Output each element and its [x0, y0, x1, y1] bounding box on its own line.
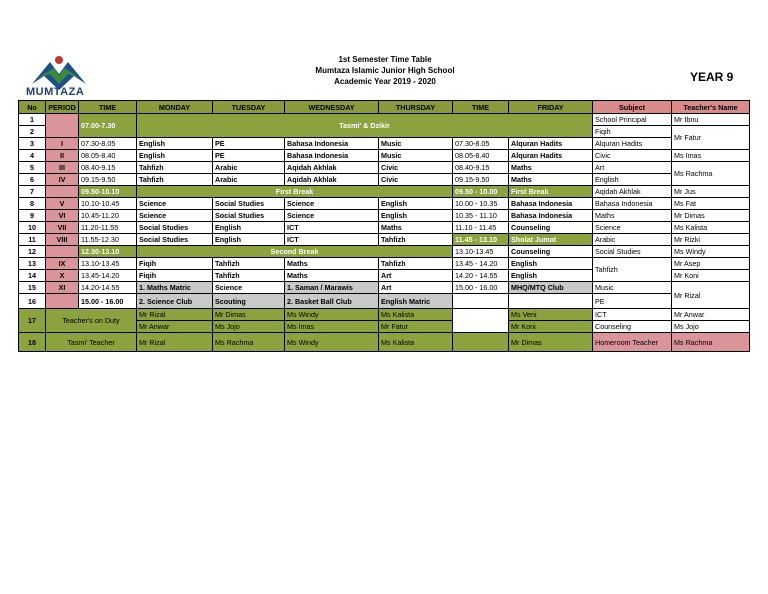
- thursday-cell: English Matric: [379, 294, 453, 309]
- table-row: [19, 210, 750, 222]
- row-no: 7: [19, 186, 46, 198]
- tuesday-cell: Social Studies: [213, 210, 285, 222]
- period-cell: III: [46, 162, 79, 174]
- period-cell: IV: [46, 174, 79, 186]
- teacher-cell: Ms Imas: [672, 150, 750, 162]
- monday-cell: English: [137, 150, 213, 162]
- friday-cell: Counseling: [509, 246, 593, 258]
- subject-cell: ICT: [593, 309, 672, 321]
- table-row: [19, 234, 750, 246]
- homeroom-teacher-label: Homeroom Teacher: [593, 333, 672, 352]
- row-no: 6: [19, 174, 46, 186]
- teacher-cell: Mr Jus: [672, 186, 750, 198]
- row-no: 9: [19, 210, 46, 222]
- col-tuesday: TUESDAY: [213, 101, 285, 114]
- tuesday-cell: Arabic: [213, 174, 285, 186]
- col-subject: Subject: [593, 101, 672, 114]
- teacher-cell: Mr Anwar: [672, 309, 750, 321]
- page-title: [280, 54, 490, 87]
- period-cell: [46, 186, 79, 198]
- col-no: No: [19, 101, 46, 114]
- friday-cell: Bahasa Indonesia: [509, 210, 593, 222]
- row-no: 14: [19, 270, 46, 282]
- time-cell: 13.45-14.20: [79, 270, 137, 282]
- teacher-cell: Mr Koni: [672, 270, 750, 282]
- subject-cell: School Principal: [593, 114, 672, 126]
- period-cell: VI: [46, 210, 79, 222]
- subject-cell: Science: [593, 222, 672, 234]
- time-cell: 11.20-11.55: [79, 222, 137, 234]
- time-cell: 11.55-12.30: [79, 234, 137, 246]
- table-row: [19, 174, 750, 186]
- time-cell: 14.20-14.55: [79, 282, 137, 294]
- subject-cell: English: [593, 174, 672, 186]
- time-cell: 07.30-8.05: [79, 138, 137, 150]
- col-teacher: Teacher's Name: [672, 101, 750, 114]
- thursday-duty-teacher: Ms Kalista: [379, 309, 453, 321]
- monday-cell: 1. Maths Matric: [137, 282, 213, 294]
- wednesday-cell: Science: [285, 210, 379, 222]
- thursday-tasmi-teacher: Ms Kalista: [379, 333, 453, 352]
- subject-cell: Fiqih: [593, 126, 672, 138]
- teacher-cell: Ms Kalista: [672, 222, 750, 234]
- monday-cell: English: [137, 138, 213, 150]
- friday-time-cell: 10.35 - 11.10: [453, 210, 509, 222]
- monday-cell: Tahfizh: [137, 174, 213, 186]
- teacher-cell: Mr Rizal: [672, 282, 750, 309]
- friday-time-cell: 13.45 - 14.20: [453, 258, 509, 270]
- table-row: [19, 294, 750, 309]
- time-cell: 09.50-10.10: [79, 186, 137, 198]
- col-friday: FRIDAY: [509, 101, 593, 114]
- table-row: [19, 162, 750, 174]
- tasmi-dzikir-event: Tasmi' & Dzikir: [137, 114, 593, 138]
- col-period: PERIOD: [46, 101, 79, 114]
- friday-cell: First Break: [509, 186, 593, 198]
- friday-time-cell: 15.00 - 16.00: [453, 282, 509, 294]
- tuesday-cell: Scouting: [213, 294, 285, 309]
- teacher-cell: Ms Windy: [672, 246, 750, 258]
- table-row: [19, 186, 750, 198]
- period-cell: IX: [46, 258, 79, 270]
- monday-cell: Social Studies: [137, 222, 213, 234]
- row-no: 15: [19, 282, 46, 294]
- period-cell: I: [46, 138, 79, 150]
- row-no: 10: [19, 222, 46, 234]
- thursday-duty-teacher: Mr Fatur: [379, 321, 453, 333]
- second-break-event: Second Break: [137, 246, 453, 258]
- thursday-cell: Civic: [379, 174, 453, 186]
- thursday-cell: Tahfizh: [379, 234, 453, 246]
- table-row: [19, 258, 750, 270]
- teacher-cell: Mr Asep: [672, 258, 750, 270]
- friday-time-cell: 11.45 - 13.10: [453, 234, 509, 246]
- table-row: [19, 222, 750, 234]
- monday-cell: Fiqih: [137, 258, 213, 270]
- tuesday-cell: PE: [213, 138, 285, 150]
- col-friday-time: TIME: [453, 101, 509, 114]
- friday-time-cell: 13.10-13.45: [453, 246, 509, 258]
- year-label: YEAR 9: [690, 70, 734, 84]
- friday-cell: MHQ/MTQ Club: [509, 282, 593, 294]
- friday-time-cell: 08.05-8.40: [453, 150, 509, 162]
- wednesday-duty-teacher: Ms Windy: [285, 309, 379, 321]
- thursday-cell: Maths: [379, 222, 453, 234]
- time-cell: 09.15-9.50: [79, 174, 137, 186]
- period-cell: XI: [46, 282, 79, 294]
- period-cell: VII: [46, 222, 79, 234]
- tuesday-cell: Science: [213, 282, 285, 294]
- row-no: 18: [19, 333, 46, 352]
- time-cell: 12.30-13.10: [79, 246, 137, 258]
- timetable: [18, 100, 750, 352]
- time-cell: 10.45-11.20: [79, 210, 137, 222]
- row-no: 3: [19, 138, 46, 150]
- thursday-cell: Civic: [379, 162, 453, 174]
- wednesday-tasmi-teacher: Ms Windy: [285, 333, 379, 352]
- friday-time-cell: 09.50 - 10.00: [453, 186, 509, 198]
- wednesday-duty-teacher: Ms Imas: [285, 321, 379, 333]
- friday-cell: Bahasa Indonesia: [509, 198, 593, 210]
- subject-cell: Aqidah Akhlak: [593, 186, 672, 198]
- wednesday-cell: Aqidah Akhlak: [285, 174, 379, 186]
- friday-time-cell: [453, 309, 509, 333]
- friday-duty-teacher: Mr Koni: [509, 321, 593, 333]
- table-row: [19, 114, 750, 126]
- subject-cell: PE: [593, 294, 672, 309]
- wednesday-cell: Maths: [285, 270, 379, 282]
- friday-cell: Sholat Jumat: [509, 234, 593, 246]
- table-row: [19, 138, 750, 150]
- friday-time-cell: [453, 294, 509, 309]
- friday-cell: English: [509, 270, 593, 282]
- friday-cell: Maths: [509, 162, 593, 174]
- row-no: 8: [19, 198, 46, 210]
- teacher-cell: Mr Ibnu: [672, 114, 750, 126]
- table-row: [19, 198, 750, 210]
- thursday-cell: English: [379, 210, 453, 222]
- teacher-cell: Mr Rizki: [672, 234, 750, 246]
- subject-cell: Counseling: [593, 321, 672, 333]
- row-no: 4: [19, 150, 46, 162]
- teacher-cell: Mr Dimas: [672, 210, 750, 222]
- period-cell: [46, 294, 79, 309]
- tuesday-duty-teacher: Mr Dimas: [213, 309, 285, 321]
- wednesday-cell: ICT: [285, 222, 379, 234]
- tuesday-cell: English: [213, 234, 285, 246]
- table-row: [19, 333, 750, 352]
- table-row: [19, 309, 750, 321]
- tuesday-cell: Tahfizh: [213, 258, 285, 270]
- thursday-cell: Music: [379, 150, 453, 162]
- title-line-1: 1st Semester Time Table: [338, 55, 432, 64]
- wednesday-cell: Maths: [285, 258, 379, 270]
- friday-cell: Alquran Hadits: [509, 150, 593, 162]
- first-break-event: First Break: [137, 186, 453, 198]
- monday-duty-teacher: Mr Rizal: [137, 309, 213, 321]
- monday-duty-teacher: Mr Anwar: [137, 321, 213, 333]
- friday-duty-teacher: Ms Veni: [509, 309, 593, 321]
- tuesday-cell: English: [213, 222, 285, 234]
- period-cell: V: [46, 198, 79, 210]
- col-monday: MONDAY: [137, 101, 213, 114]
- subject-cell: Bahasa Indonesia: [593, 198, 672, 210]
- row-no: 12: [19, 246, 46, 258]
- friday-cell: [509, 294, 593, 309]
- homeroom-teacher-name: Ms Rachma: [672, 333, 750, 352]
- subject-cell: Arabic: [593, 234, 672, 246]
- tuesday-cell: Arabic: [213, 162, 285, 174]
- col-thursday: THURSDAY: [379, 101, 453, 114]
- tuesday-cell: PE: [213, 150, 285, 162]
- school-logo-text: MUMTAZA: [26, 86, 85, 98]
- friday-time-cell: [453, 333, 509, 352]
- time-cell: 07.00-7.30: [79, 114, 137, 138]
- friday-time-cell: 14.20 - 14.55: [453, 270, 509, 282]
- friday-time-cell: 11.10 - 11.45: [453, 222, 509, 234]
- friday-cell: Counseling: [509, 222, 593, 234]
- monday-cell: Science: [137, 198, 213, 210]
- thursday-cell: Art: [379, 282, 453, 294]
- teachers-on-duty-label: Teacher's on Duty: [46, 309, 137, 333]
- friday-cell: Maths: [509, 174, 593, 186]
- tuesday-cell: Tahfizh: [213, 270, 285, 282]
- row-no: 5: [19, 162, 46, 174]
- tuesday-duty-teacher: Ms Jojo: [213, 321, 285, 333]
- subject-cell: Art: [593, 162, 672, 174]
- period-cell: VIII: [46, 234, 79, 246]
- period-cell: [46, 114, 79, 138]
- subject-cell: Social Studies: [593, 246, 672, 258]
- tasmi-teacher-label: Tasmi' Teacher: [46, 333, 137, 352]
- monday-cell: 2. Science Club: [137, 294, 213, 309]
- friday-time-cell: 09.15-9.50: [453, 174, 509, 186]
- teacher-cell: Ms Rachma: [672, 162, 750, 186]
- period-cell: X: [46, 270, 79, 282]
- col-time: TIME: [79, 101, 137, 114]
- wednesday-cell: Aqidah Akhlak: [285, 162, 379, 174]
- thursday-cell: Art: [379, 270, 453, 282]
- wednesday-cell: Science: [285, 198, 379, 210]
- wednesday-cell: Bahasa Indonesia: [285, 150, 379, 162]
- friday-time-cell: 07.30-8.05: [453, 138, 509, 150]
- time-cell: 08.05-8.40: [79, 150, 137, 162]
- thursday-cell: English: [379, 198, 453, 210]
- teacher-cell: Mr Fatur: [672, 126, 750, 150]
- friday-cell: Alquran Hadits: [509, 138, 593, 150]
- subject-cell: Tahfizh: [593, 258, 672, 282]
- monday-cell: Social Studies: [137, 234, 213, 246]
- subject-cell: Maths: [593, 210, 672, 222]
- col-wednesday: WEDNESDAY: [285, 101, 379, 114]
- header-row: [19, 101, 750, 114]
- table-row: [19, 282, 750, 294]
- wednesday-cell: 2. Basket Ball Club: [285, 294, 379, 309]
- time-cell: 15.00 - 16.00: [79, 294, 137, 309]
- time-cell: 08.40-9.15: [79, 162, 137, 174]
- time-cell: 10.10-10.45: [79, 198, 137, 210]
- period-cell: II: [46, 150, 79, 162]
- friday-time-cell: 08.40-9.15: [453, 162, 509, 174]
- row-no: 17: [19, 309, 46, 333]
- tuesday-tasmi-teacher: Ms Rachma: [213, 333, 285, 352]
- row-no: 2: [19, 126, 46, 138]
- table-row: [19, 150, 750, 162]
- period-cell: [46, 246, 79, 258]
- title-line-3: Academic Year 2019 - 2020: [334, 77, 436, 86]
- monday-cell: Fiqih: [137, 270, 213, 282]
- title-line-2: Mumtaza Islamic Junior High School: [315, 66, 455, 75]
- friday-cell: English: [509, 258, 593, 270]
- friday-tasmi-teacher: Mr Dimas: [509, 333, 593, 352]
- subject-cell: Civic: [593, 150, 672, 162]
- row-no: 1: [19, 114, 46, 126]
- monday-cell: Tahfizh: [137, 162, 213, 174]
- thursday-cell: Music: [379, 138, 453, 150]
- wednesday-cell: 1. Saman / Marawis: [285, 282, 379, 294]
- wednesday-cell: Bahasa Indonesia: [285, 138, 379, 150]
- tuesday-cell: Social Studies: [213, 198, 285, 210]
- subject-cell: Music: [593, 282, 672, 294]
- time-cell: 13.10-13.45: [79, 258, 137, 270]
- row-no: 13: [19, 258, 46, 270]
- wednesday-cell: ICT: [285, 234, 379, 246]
- friday-time-cell: 10.00 - 10.35: [453, 198, 509, 210]
- teacher-cell: Ms Fat: [672, 198, 750, 210]
- table-row: [19, 246, 750, 258]
- row-no: 16: [19, 294, 46, 309]
- teacher-cell: Ms Jojo: [672, 321, 750, 333]
- monday-cell: Science: [137, 210, 213, 222]
- subject-cell: Alquran Hadits: [593, 138, 672, 150]
- row-no: 11: [19, 234, 46, 246]
- thursday-cell: Tahfizh: [379, 258, 453, 270]
- monday-tasmi-teacher: Mr Rizal: [137, 333, 213, 352]
